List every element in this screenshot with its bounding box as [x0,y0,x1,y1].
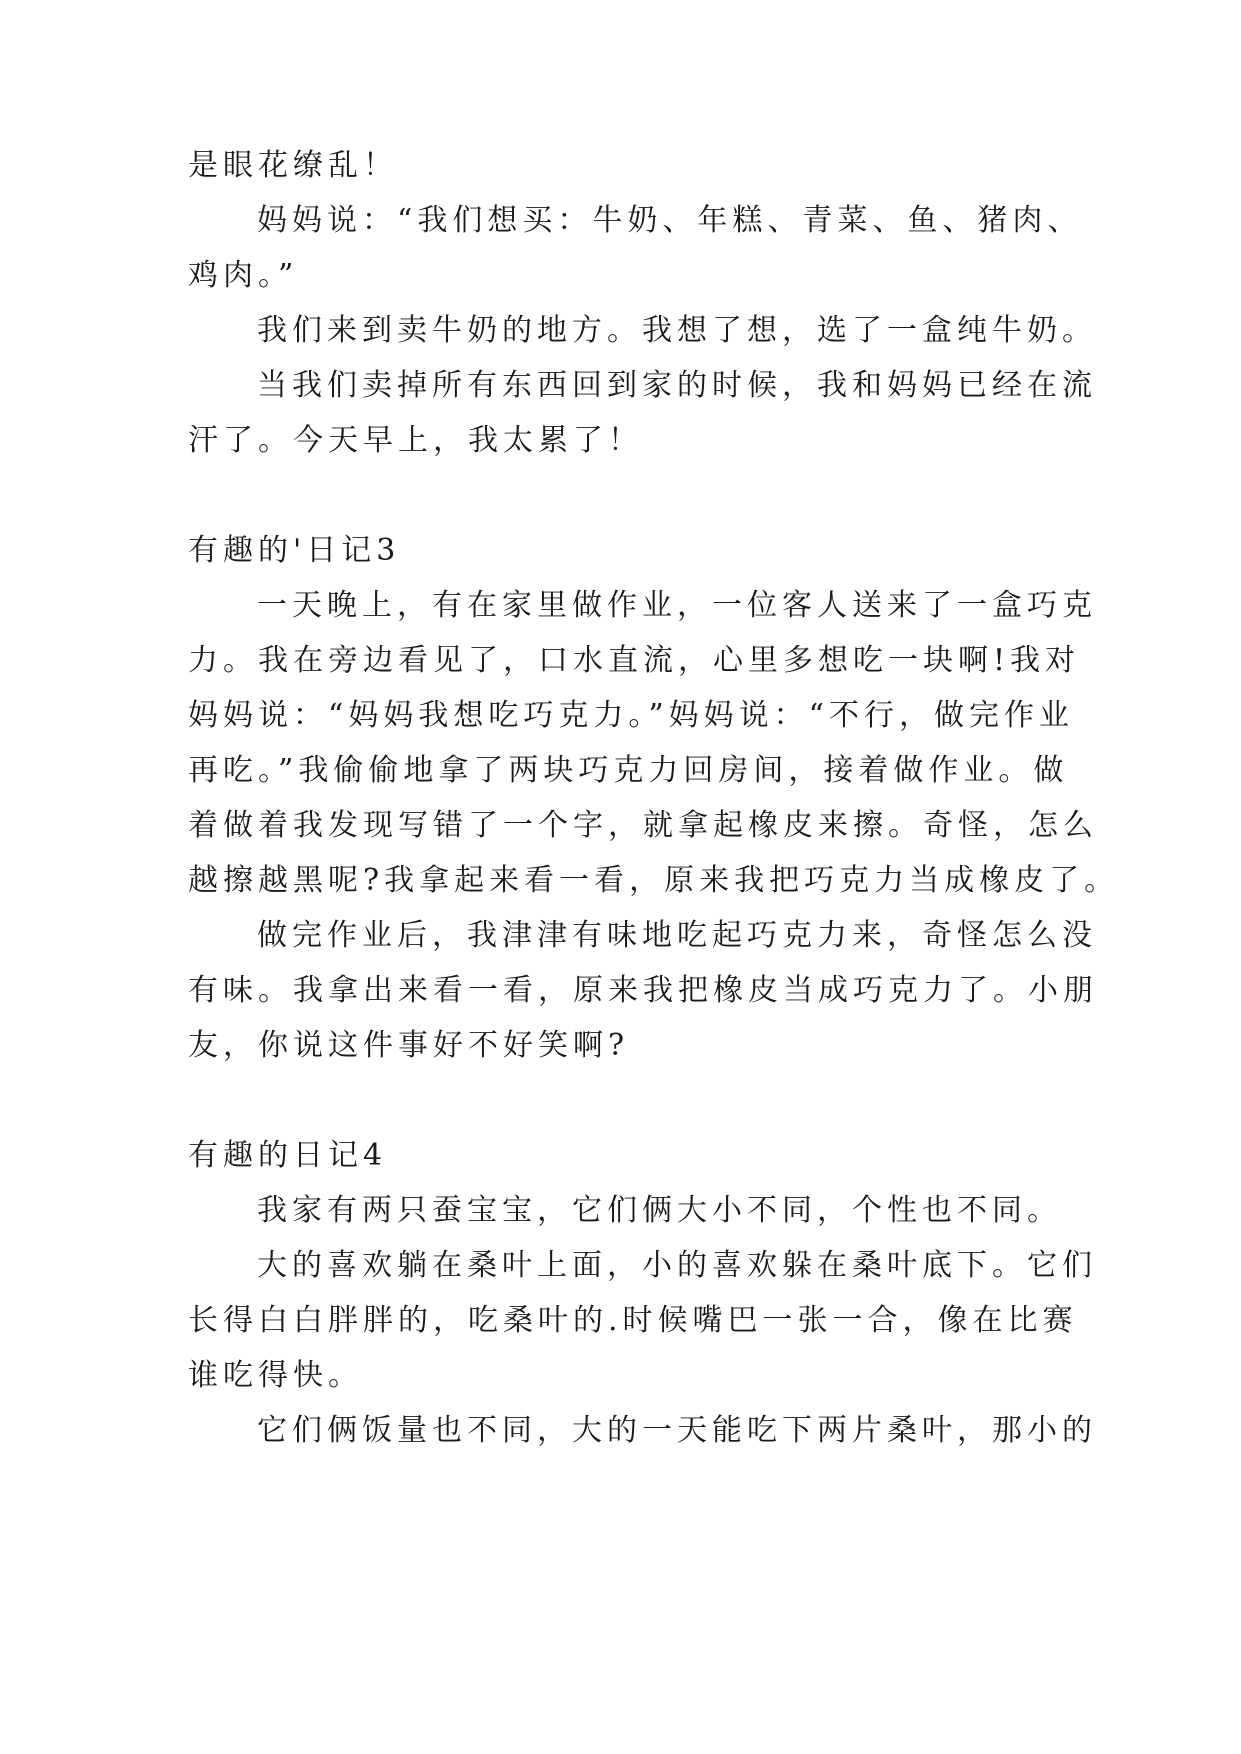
text-line-4: 我们来到卖牛奶的地方。我想了想，选了一盒纯牛奶。 [257,313,1097,348]
text-line-16: 我家有两只蚕宝宝，它们俩大小不同，个性也不同。 [257,1193,1062,1228]
text-line-9: 妈妈说：“妈妈我想吃巧克力。”妈妈说：“不行，做完作业 [188,698,1075,733]
text-line-17: 大的喜欢躺在桑叶上面，小的喜欢躲在桑叶底下。它们 [257,1248,1097,1283]
text-line-2: 妈妈说：“我们想买：牛奶、年糕、青菜、鱼、猪肉、 [257,203,1083,238]
text-line-3: 鸡肉。” [188,258,299,293]
text-line-19: 谁吃得快。 [188,1358,363,1393]
text-line-12: 越擦越黑呢?我拿起来看一看，原来我把巧克力当成橡皮了。 [188,863,1120,898]
text-line-10: 再吃。”我偷偷地拿了两块巧克力回房间，接着做作业。做 [188,753,1069,788]
text-line-20: 它们俩饭量也不同，大的一天能吃下两片桑叶，那小的 [257,1413,1097,1448]
section-heading-3: 有趣的'日记3 [188,533,401,568]
text-line-1: 是眼花缭乱！ [188,148,398,183]
text-line-14: 有味。我拿出来看一看，原来我把橡皮当成巧克力了。小朋 [188,973,1098,1008]
text-line-8: 力。我在旁边看见了，口水直流，心里多想吃一块啊!我对 [188,643,1081,678]
text-line-6: 汗了。今天早上，我太累了！ [188,423,643,458]
text-line-18: 长得白白胖胖的，吃桑叶的.时候嘴巴一张一合，像在比赛 [188,1303,1078,1338]
text-line-13: 做完作业后，我津津有味地吃起巧克力来，奇怪怎么没 [257,918,1097,953]
section-heading-4: 有趣的日记4 [188,1138,388,1173]
text-line-7: 一天晚上，有在家里做作业，一位客人送来了一盒巧克 [257,588,1097,623]
text-line-11: 着做着我发现写错了一个字，就拿起橡皮来擦。奇怪，怎么 [188,808,1098,843]
text-line-15: 友，你说这件事好不好笑啊? [188,1028,630,1063]
text-line-5: 当我们卖掉所有东西回到家的时候，我和妈妈已经在流 [257,368,1097,403]
